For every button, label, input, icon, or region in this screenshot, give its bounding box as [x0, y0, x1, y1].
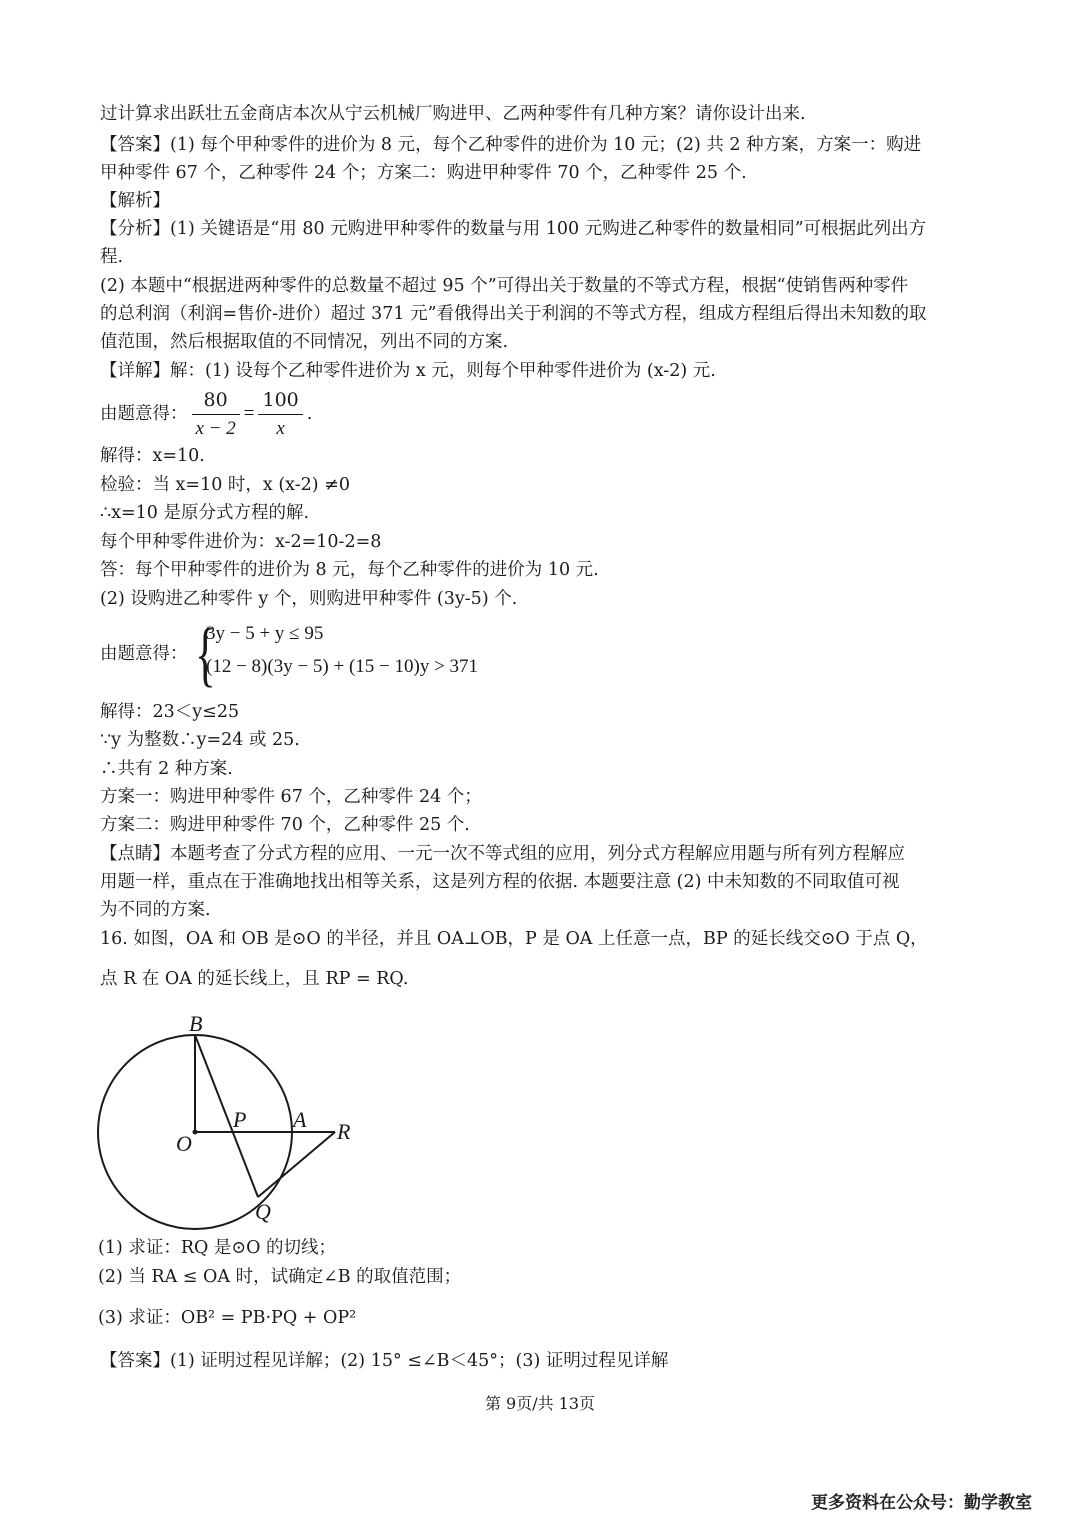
- question-line: 16. 如图，OA 和 OB 是⊙O 的半径，并且 OA⊥OB，P 是 OA 上任意一点，BP 的延长线交⊙O 于点 Q，: [100, 929, 928, 949]
- equation-label: 由题意得：: [100, 404, 188, 424]
- label-a: A: [293, 1107, 307, 1132]
- segment-rq: [258, 1132, 335, 1197]
- page-number: 第 9页/共 13页: [484, 1394, 596, 1413]
- brace-symbol: {: [195, 614, 216, 694]
- comment-line: 用题一样，重点在于准确地找出相等关系，这是列方程的依据. 本题要注意 (2) 中未知数的不同取值可视: [100, 872, 900, 892]
- subquestion-line: (1) 求证：RQ 是⊙O 的切线；: [98, 1238, 337, 1258]
- analysis-line: 值范围，然后根据取值的不同情况，列出不同的方案.: [100, 332, 509, 352]
- comment-line: 【点睛】本题考查了分式方程的应用、一元一次不等式组的应用，列分式方程解应用题与所有列方程解应: [100, 844, 905, 864]
- answer-line: 【答案】(1) 每个甲种零件的进价为 8 元，每个乙种零件的进价为 10 元；(2) 共 2 种方案，方案一：购进: [100, 135, 922, 155]
- solution-line: 每个甲种零件进价为：x-2=10-2=8: [100, 532, 382, 552]
- solution-line: 解得：23＜y≤25: [100, 702, 240, 722]
- analysis-line: 的总利润（利润=售价-进价）超过 371 元”看俄得出关于利润的不等式方程，组成方程组后得出未知数的取: [100, 304, 927, 324]
- fraction-numerator: 100: [258, 388, 302, 415]
- inequality-row: (12 − 8)(3y − 5) + (15 − 10)y > 371: [206, 656, 479, 677]
- label-o: O: [176, 1131, 192, 1156]
- inequality-row: 3y − 5 + y ≤ 95: [206, 623, 324, 644]
- label-b: B: [189, 1011, 203, 1036]
- segment-bq: [195, 1035, 258, 1197]
- fraction-left: [192, 388, 240, 441]
- label-q: Q: [255, 1199, 271, 1224]
- answer-line: 【答案】(1) 证明过程见详解；(2) 15° ≤∠B＜45°；(3) 证明过程见详解: [100, 1351, 669, 1371]
- center-point: [193, 1130, 198, 1135]
- analysis-line: (2) 本题中“根据进两种零件的总数量不超过 95 个”可得出关于数量的不等式方程，根据“使销售两种零件: [100, 276, 909, 296]
- inequality-system: [100, 614, 700, 694]
- subquestion-line: (3) 求证：OB² = PB·PQ + OP²: [98, 1308, 357, 1328]
- solution-line: 解得：x=10.: [100, 446, 205, 466]
- solution-line: ∴共有 2 种方案.: [100, 759, 233, 779]
- fraction-denominator: x − 2: [195, 418, 236, 439]
- answer-line: 甲种零件 67 个，乙种零件 24 个；方案二：购进甲种零件 70 个，乙种零件 25 个.: [100, 163, 747, 183]
- solution-line: 【详解】解：(1) 设每个乙种零件进价为 x 元，则每个甲种零件进价为 (x-2) 元.: [100, 361, 716, 381]
- solution-line: ∵y 为整数∴y=24 或 25.: [100, 730, 300, 750]
- label-p: P: [233, 1107, 247, 1132]
- analysis-line: 【分析】(1) 关键语是“用 80 元购进甲种零件的数量与用 100 元购进乙种零件的数量相同”可根据此列出方: [100, 219, 927, 239]
- subquestion-line: (2) 当 RA ≤ OA 时，试确定∠B 的取值范围；: [98, 1267, 462, 1287]
- fraction-denominator: x: [276, 418, 285, 439]
- circle-figure: [90, 1005, 380, 1230]
- solution-line: 检验：当 x=10 时，x (x-2) ≠0: [100, 475, 350, 495]
- fraction-numerator: 80: [192, 388, 240, 415]
- period: .: [306, 404, 313, 424]
- solution-line: 方案一：购进甲种零件 67 个，乙种零件 24 个；: [100, 787, 482, 807]
- equals-sign: =: [243, 403, 255, 424]
- label-r: R: [337, 1119, 351, 1144]
- comment-line: 为不同的方案.: [100, 900, 211, 920]
- fraction-right: [258, 388, 302, 441]
- solution-line: ∴x=10 是原分式方程的解.: [100, 503, 310, 523]
- equation-label: 由题意得：: [100, 644, 188, 664]
- solution-line: (2) 设购进乙种零件 y 个，则购进甲种零件 (3y-5) 个.: [100, 589, 518, 609]
- question-line: 点 R 在 OA 的延长线上，且 RP = RQ.: [100, 969, 409, 989]
- text-line: 过计算求出跃壮五金商店本次从宁云机械厂购进甲、乙两种零件有几种方案？请你设计出来.: [100, 104, 806, 124]
- section-heading: 【解析】: [100, 191, 170, 211]
- solution-line: 方案二：购进甲种零件 70 个，乙种零件 25 个.: [100, 815, 470, 835]
- solution-line: 答：每个甲种零件的进价为 8 元，每个乙种零件的进价为 10 元.: [100, 560, 599, 580]
- watermark-text: 更多资料在公众号：勤学教室: [811, 1493, 1032, 1513]
- analysis-line: 程.: [100, 247, 124, 267]
- fraction-equation: [100, 386, 990, 442]
